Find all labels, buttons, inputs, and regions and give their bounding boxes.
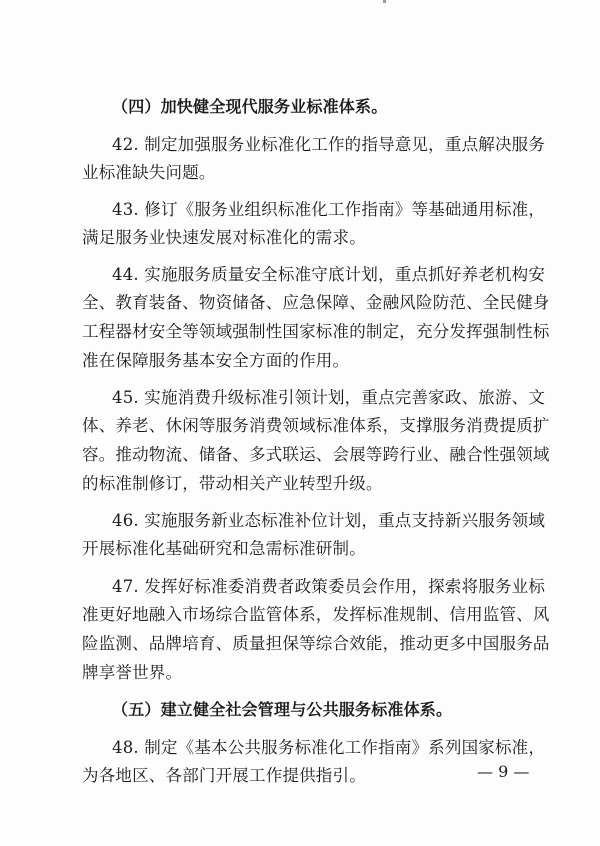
item-44-line-1: 44. 实施服务质量安全标准守底计划，重点抓好养老机构安: [112, 265, 546, 284]
item-45-line-1: 45. 实施消费升级标准引领计划，重点完善家政、旅游、文: [112, 388, 546, 407]
item-44-line-2: 全、教育装备、物资储备、应急保障、金融风险防范、全民健身: [82, 293, 550, 312]
item-45-line-2: 体、养老、休闲等服务消费领域标准体系，支撑服务消费提质扩: [82, 416, 550, 435]
item-44-line-4: 准在保障服务基本安全方面的作用。: [82, 351, 350, 370]
item-48-line-1: 48. 制定《基本公共服务标准化工作指南》系列国家标准，: [112, 738, 546, 757]
item-44-line-3: 工程器材安全等领域强制性国家标准的制定，充分发挥强制性标: [82, 322, 550, 341]
item-46-line-2: 开展标准化基础研究和急需标准研制。: [82, 539, 366, 558]
item-45-line-3: 容。推动物流、储备、多式联运、会展等跨行业、融合性强领域: [82, 445, 550, 464]
item-43-line-1: 43. 修订《服务业组织标准化工作指南》等基础通用标准，: [112, 200, 546, 219]
item-47-line-3: 险监测、品牌培育、质量担保等综合效能，推动更多中国服务品: [82, 634, 550, 653]
item-45-line-4: 的标准制修订，带动相关产业转型升级。: [82, 474, 383, 493]
item-42-line-2: 业标准缺失问题。: [82, 163, 216, 182]
item-47-line-2: 准更好地融入市场综合监管体系，发挥标准规制、信用监管、风: [82, 605, 550, 624]
item-48-line-2: 为各地区、各部门开展工作提供指引。: [82, 766, 366, 785]
section-5-heading: （五）建立健全社会管理与公共服务标准体系。: [112, 700, 453, 719]
page-number: — 9 —: [477, 762, 530, 781]
item-42-line-1: 42. 制定加强服务业标准化工作的指导意见，重点解决服务: [112, 135, 546, 154]
item-47-line-1: 47. 发挥好标准委消费者政策委员会作用，探索将服务业标: [112, 577, 546, 596]
item-46-line-1: 46. 实施服务新业态标准补位计划，重点支持新兴服务领域: [112, 511, 546, 530]
section-4-heading: （四）加快健全现代服务业标准体系。: [112, 97, 388, 116]
item-47-line-4: 牌享誉世界。: [82, 663, 183, 682]
item-43-line-2: 满足服务业快速发展对标准化的需求。: [82, 228, 366, 247]
scan-mark: [383, 0, 386, 3]
